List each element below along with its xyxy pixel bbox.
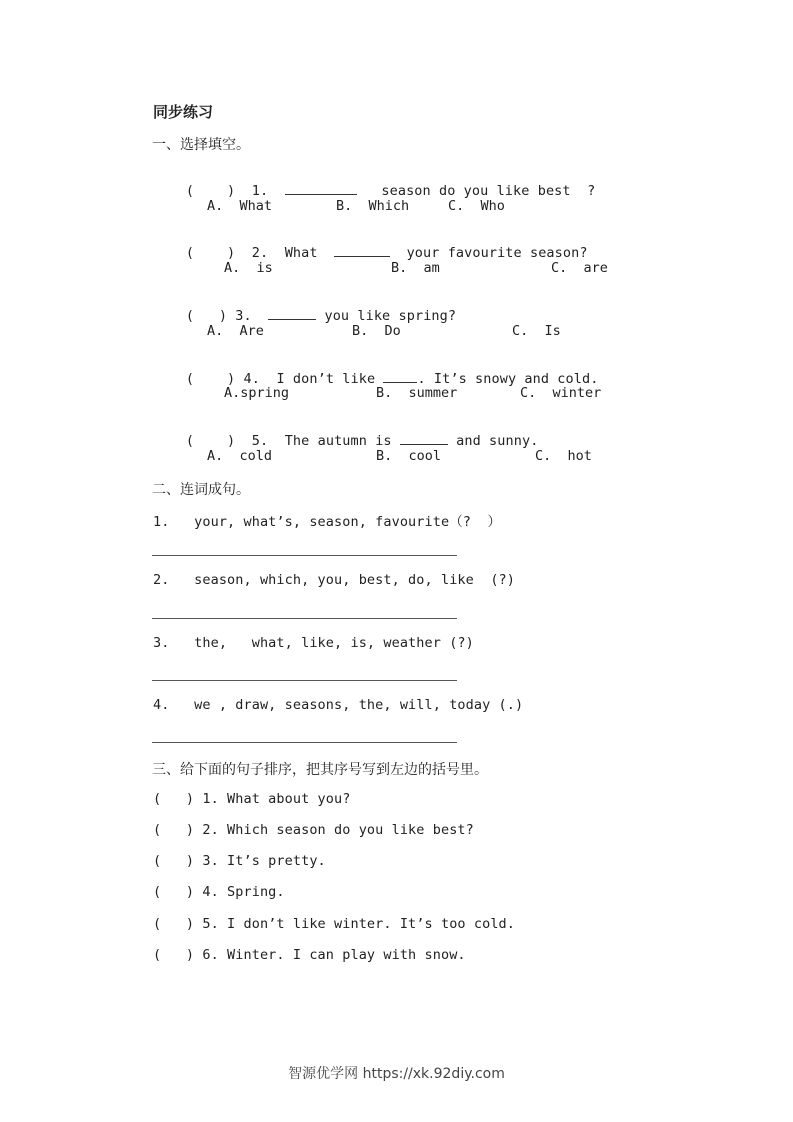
q5-option-b: B. cool xyxy=(376,448,442,464)
q1-option-a: A. What xyxy=(207,198,273,214)
question-3 xyxy=(153,291,456,340)
question-text: your favourite season? xyxy=(406,245,588,261)
question-text-before: I don’t like xyxy=(276,371,376,387)
section-3-heading: 三、给下面的句子排序，把其序号写到左边的括号里。 xyxy=(152,762,488,778)
fill-blank[interactable] xyxy=(268,307,316,320)
worksheet-title: 同步练习 xyxy=(153,103,214,121)
q4-option-c: C. winter xyxy=(520,385,602,401)
reorder-words-1: 1. your, what’s, season, favourite（? ） xyxy=(153,514,502,530)
section-1-heading: 一、选择填空。 xyxy=(152,137,250,153)
answer-line[interactable] xyxy=(152,742,457,743)
q4-option-b: B. summer xyxy=(376,385,458,401)
question-text: . It’s snowy and cold. xyxy=(417,371,599,387)
question-2 xyxy=(153,228,588,277)
question-text-before: What xyxy=(284,245,318,261)
q4-option-a: A.spring xyxy=(224,385,290,401)
question-number: 2. xyxy=(251,245,269,261)
q3-option-a: A. Are xyxy=(207,323,264,339)
fill-blank[interactable] xyxy=(400,432,448,445)
answer-bracket: ( ) xyxy=(185,183,236,199)
question-number: 4. xyxy=(243,371,260,387)
question-text-before: The autumn is xyxy=(284,433,392,449)
q2-option-c: C. are xyxy=(551,260,608,276)
answer-bracket: ( ) xyxy=(185,245,236,261)
q1-option-c: C. Who xyxy=(448,198,505,214)
question-text: and sunny. xyxy=(456,433,539,449)
section-2-heading: 二、连词成句。 xyxy=(152,482,250,498)
q5-option-a: A. cold xyxy=(207,448,273,464)
question-number: 5. xyxy=(251,433,269,449)
answer-bracket: ( ) xyxy=(185,308,228,324)
q1-option-b: B. Which xyxy=(336,198,410,214)
question-number: 1. xyxy=(251,183,269,199)
question-text: season do you like best ? xyxy=(381,183,596,199)
answer-bracket: ( ) xyxy=(185,433,236,449)
question-number: 3. xyxy=(235,308,252,324)
answer-bracket: ( ) xyxy=(185,371,236,387)
footer-watermark: 智源优学网 https://xk.92diy.com xyxy=(288,1066,505,1082)
dialogue-line-4: ( ) 4. Spring. xyxy=(153,884,285,900)
q2-option-b: B. am xyxy=(391,260,440,276)
q5-option-c: C. hot xyxy=(535,448,592,464)
reorder-words-3: 3. the, what, like, is, weather (?) xyxy=(153,635,474,651)
fill-blank[interactable] xyxy=(285,182,357,195)
answer-line[interactable] xyxy=(152,555,457,556)
q2-option-a: A. is xyxy=(224,260,273,276)
dialogue-line-2: ( ) 2. Which season do you like best? xyxy=(153,822,474,838)
dialogue-line-3: ( ) 3. It’s pretty. xyxy=(153,853,326,869)
dialogue-line-1: ( ) 1. What about you? xyxy=(153,791,351,807)
answer-line[interactable] xyxy=(152,680,457,681)
dialogue-line-5: ( ) 5. I don’t like winter. It’s too cold. xyxy=(153,916,516,932)
q3-option-b: B. Do xyxy=(352,323,401,339)
fill-blank[interactable] xyxy=(383,370,417,383)
fill-blank[interactable] xyxy=(334,244,390,257)
reorder-words-2: 2. season, which, you, best, do, like (?) xyxy=(153,572,516,588)
dialogue-line-6: ( ) 6. Winter. I can play with snow. xyxy=(153,947,466,963)
reorder-words-4: 4. we , draw, seasons, the, will, today (.) xyxy=(153,697,524,713)
q3-option-c: C. Is xyxy=(512,323,561,339)
answer-line[interactable] xyxy=(152,618,457,619)
question-text: you like spring? xyxy=(324,308,457,324)
